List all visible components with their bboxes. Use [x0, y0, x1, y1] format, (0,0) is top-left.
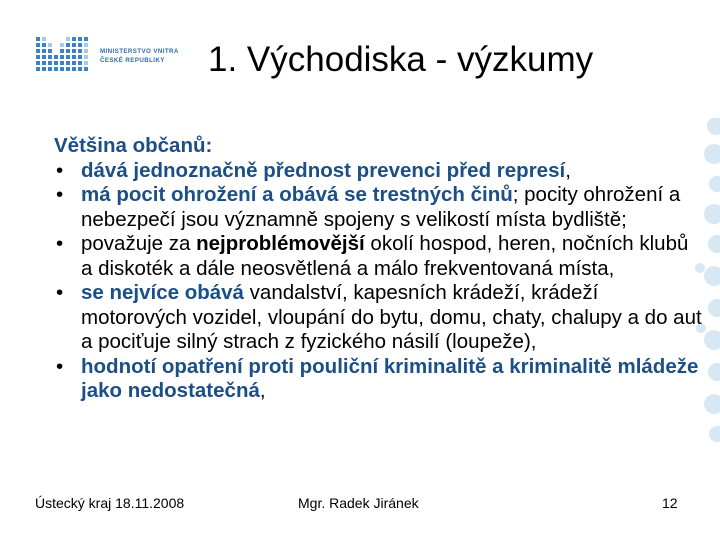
bullet-icon: •: [56, 158, 64, 182]
bullet-strong: se nejvíce obává: [81, 281, 244, 304]
bullet-rest: vandalství, kapesních krádeží, krádeží motorových vozidel, vloupání do bytu, domu, chaty, chalupy a do aut a pociťuje silný strach z fyzického násilí (loupeže),: [81, 281, 702, 353]
bullet-rest: ,: [565, 158, 571, 182]
bullet-list: [54, 159, 704, 404]
page-number: 12: [662, 495, 678, 511]
bullet-pre: považuje za: [81, 232, 197, 255]
footer-author: Mgr. Radek Jiránek: [298, 495, 419, 511]
list-item: [54, 232, 704, 281]
bullet-strong: hodnotí opatření proti pouliční kriminalitě a kriminalitě mládeže jako nedostatečná: [81, 354, 699, 402]
list-item: [54, 159, 704, 184]
page-title: 1. Východiska - výzkumy: [208, 40, 594, 79]
slide-content: [54, 134, 704, 404]
bullet-icon: •: [56, 281, 64, 304]
bullet-icon: •: [56, 354, 64, 378]
bullet-strong: nejproblémovější: [196, 232, 365, 255]
bullet-strong: dává jednoznačně přednost prevenci před represí: [81, 158, 566, 182]
bullet-rest: okolí hospod, heren, nočních klubů a diskoték a dále neosvětlená a málo frekventovaná místa,: [81, 232, 689, 280]
list-item: [54, 281, 704, 355]
footer-date: Ústecký kraj 18.11.2008: [35, 495, 185, 511]
list-item: [54, 183, 704, 232]
logo-line-1: MINISTERSTVO VNITRA: [100, 48, 179, 55]
content-heading: Většina občanů:: [54, 134, 213, 157]
bullet-rest: ,: [259, 379, 266, 402]
bullet-strong: má pocit ohrožení a obává se trestných činů: [81, 183, 513, 206]
logo-line-2: ČESKÉ REPUBLIKY: [100, 57, 165, 64]
logo-text: [100, 47, 179, 65]
list-item: [54, 355, 704, 404]
logo-mark-icon: [34, 33, 98, 79]
bullet-icon: •: [56, 232, 64, 255]
bullet-rest: ; pocity ohrožení a nebezpečí jsou významně spojeny s velikostí místa bydliště;: [81, 183, 681, 231]
bullet-icon: •: [56, 183, 64, 206]
